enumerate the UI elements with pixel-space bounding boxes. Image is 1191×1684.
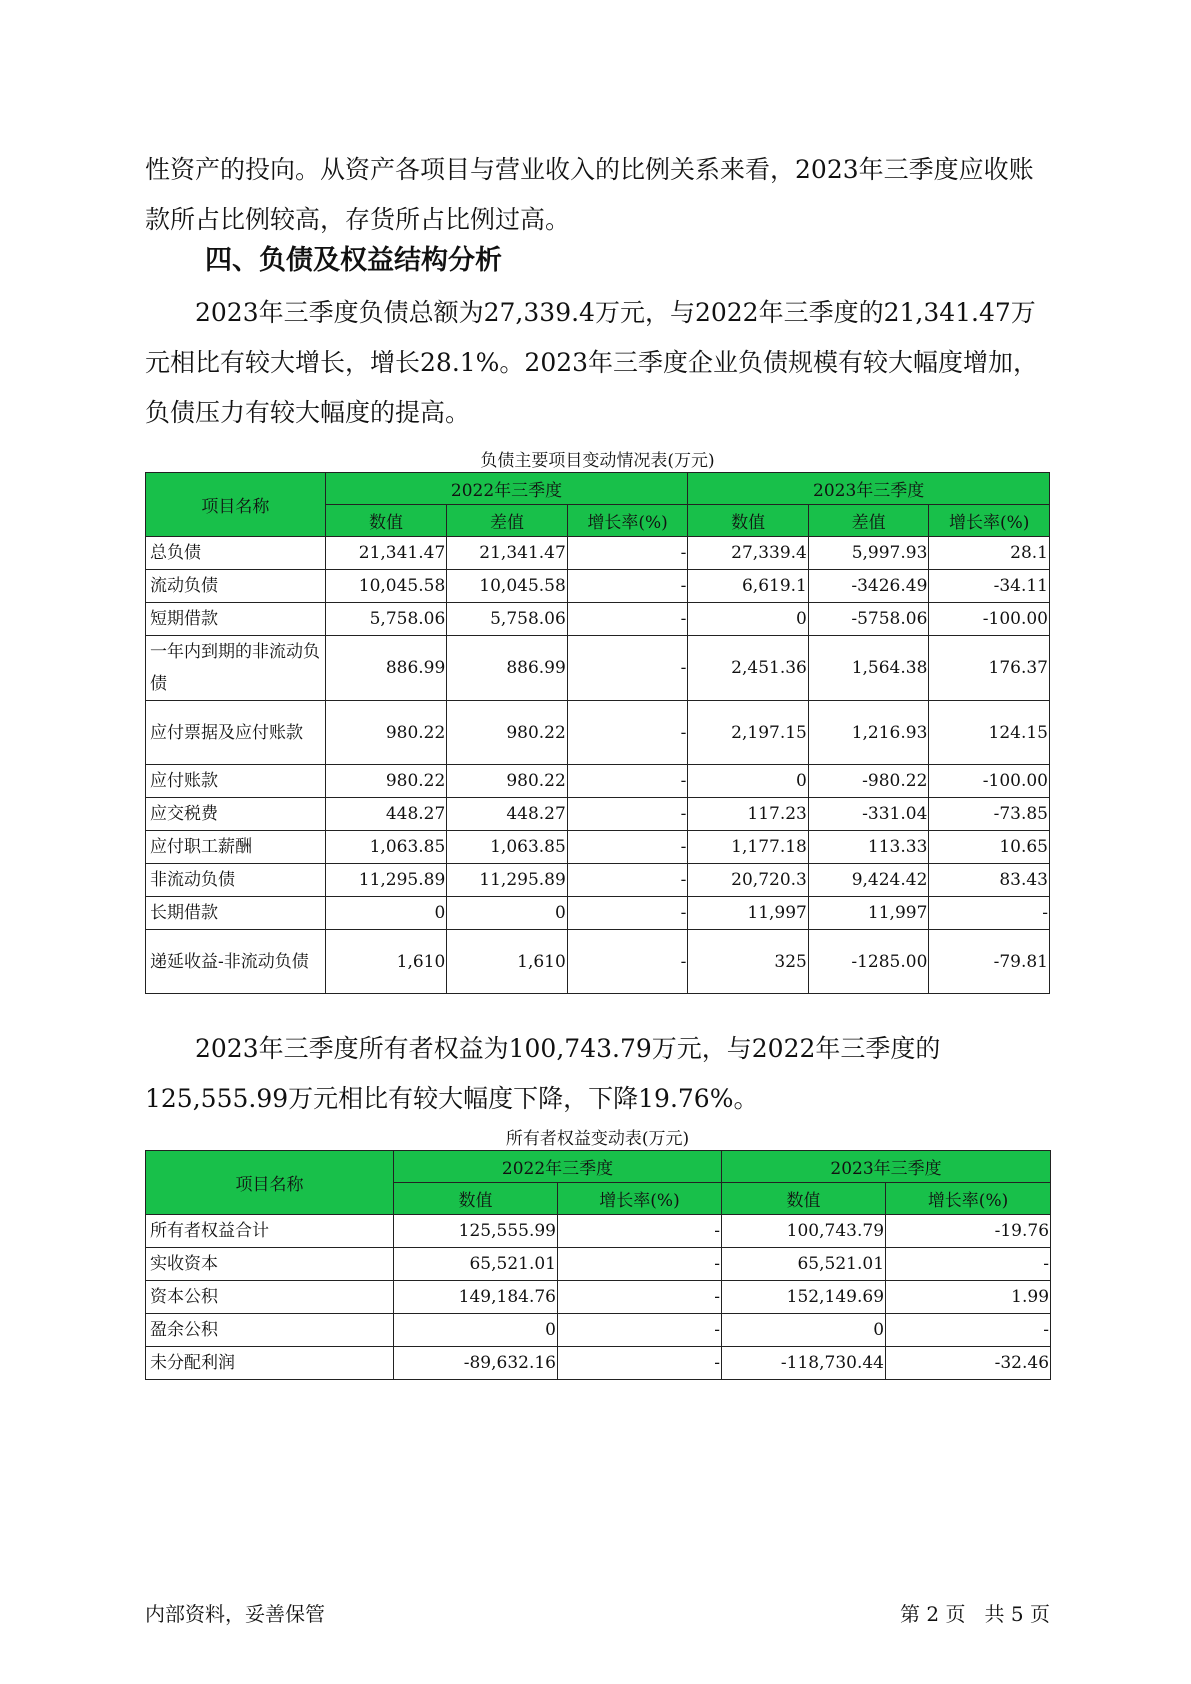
cell-diff: 448.27 [447,798,568,831]
row-label: 一年内到期的非流动负债 [146,636,326,701]
cell-diff: 0 [447,897,568,930]
cell-value: 0 [688,603,809,636]
row-label: 应付票据及应付账款 [146,701,326,765]
cell-diff: 980.22 [447,765,568,798]
cell-rate: - [567,765,688,798]
table-row [146,831,1050,864]
header-value: 数值 [688,505,809,537]
cell-diff: 980.22 [447,701,568,765]
cell-diff: -331.04 [808,798,929,831]
cell-diff: 1,564.38 [808,636,929,701]
section-heading: 四、负债及权益结构分析 [205,245,502,276]
cell-rate: - [558,1215,722,1248]
cell-rate: 1.99 [886,1281,1051,1314]
cell-diff: 11,997 [808,897,929,930]
cell-rate: -73.85 [929,798,1050,831]
cell-value: 5,758.06 [325,603,447,636]
cell-value: 100,743.79 [722,1215,886,1248]
cell-value: 1,063.85 [325,831,447,864]
liability-table [145,472,1050,994]
table-row [146,603,1050,636]
cell-rate: 28.1 [929,537,1050,570]
cell-rate: - [567,831,688,864]
table1-caption: 负债主要项目变动情况表(万元) [480,451,715,471]
cell-rate: - [567,636,688,701]
cell-diff: -1285.00 [808,930,929,994]
cell-diff: 886.99 [447,636,568,701]
cell-value: 27,339.4 [688,537,809,570]
header-period-2023: 2023年三季度 [722,1151,1051,1183]
cell-value: 6,619.1 [688,570,809,603]
header-rate: 增长率(%) [567,505,688,537]
cell-diff: 5,997.93 [808,537,929,570]
table-row [146,798,1050,831]
cell-rate: - [558,1248,722,1281]
row-label: 未分配利润 [146,1347,394,1380]
row-label: 长期借款 [146,897,326,930]
cell-rate: - [558,1314,722,1347]
header-diff: 差值 [808,505,929,537]
table-row [146,537,1050,570]
cell-value: 65,521.01 [394,1248,558,1281]
cell-rate: - [567,864,688,897]
cell-diff: 10,045.58 [447,570,568,603]
intro-paragraph: 性资产的投向。从资产各项目与营业收入的比例关系来看，2023年三季度应收账款所占比例较高，存货所占比例过高。 [145,155,1034,234]
cell-rate: -100.00 [929,603,1050,636]
cell-rate: - [567,537,688,570]
table-row [146,930,1050,994]
cell-value: 448.27 [325,798,447,831]
cell-diff: -980.22 [808,765,929,798]
cell-value: 0 [688,765,809,798]
row-label: 实收资本 [146,1248,394,1281]
row-label: 流动负债 [146,570,326,603]
cell-value: 1,610 [325,930,447,994]
header-rate: 增长率(%) [886,1183,1051,1215]
cell-value: 2,197.15 [688,701,809,765]
table-row [146,570,1050,603]
cell-value: 65,521.01 [722,1248,886,1281]
cell-value: 11,997 [688,897,809,930]
cell-diff: 11,295.89 [447,864,568,897]
cell-diff: 1,610 [447,930,568,994]
cell-rate: 10.65 [929,831,1050,864]
header-item-name: 项目名称 [146,1151,394,1215]
table-row [146,1314,1051,1347]
table-row [146,1347,1051,1380]
header-period-2022: 2022年三季度 [325,473,688,505]
cell-rate: - [567,701,688,765]
header-period-2023: 2023年三季度 [688,473,1050,505]
row-label: 总负债 [146,537,326,570]
footer-page-number: 第 2 页 共 5 页 [900,1602,1050,1626]
cell-rate: 83.43 [929,864,1050,897]
table-row [146,765,1050,798]
cell-rate: - [567,897,688,930]
header-diff: 差值 [447,505,568,537]
table-row [146,1248,1051,1281]
equity-paragraph: 2023年三季度所有者权益为100,743.79万元，与2022年三季度的125,555.99万元相比有较大幅度下降，下降19.76%。 [145,1034,941,1113]
cell-value: 325 [688,930,809,994]
cell-value: 980.22 [325,765,447,798]
liability-paragraph: 2023年三季度负债总额为27,339.4万元，与2022年三季度的21,341.47万元相比有较大增长，增长28.1%。2023年三季度企业负债规模有较大幅度增加，负债压力有较大幅度的提高。 [145,298,1039,427]
cell-value: 0 [325,897,447,930]
cell-value: 1,177.18 [688,831,809,864]
table-row [146,1215,1051,1248]
cell-rate: -100.00 [929,765,1050,798]
cell-value: 152,149.69 [722,1281,886,1314]
cell-rate: - [558,1347,722,1380]
cell-diff: -3426.49 [808,570,929,603]
footer-confidential-note: 内部资料，妥善保管 [145,1602,325,1626]
cell-rate: - [567,570,688,603]
cell-value: 21,341.47 [325,537,447,570]
cell-rate: - [886,1248,1051,1281]
table-row [146,636,1050,701]
row-label: 应付职工薪酬 [146,831,326,864]
row-label: 所有者权益合计 [146,1215,394,1248]
row-label: 资本公积 [146,1281,394,1314]
cell-diff: 21,341.47 [447,537,568,570]
cell-diff: 1,216.93 [808,701,929,765]
cell-value: 2,451.36 [688,636,809,701]
header-rate: 增长率(%) [558,1183,722,1215]
header-value: 数值 [325,505,447,537]
cell-rate: 176.37 [929,636,1050,701]
table-row [146,701,1050,765]
cell-rate: - [558,1281,722,1314]
cell-value: 149,184.76 [394,1281,558,1314]
cell-value: 11,295.89 [325,864,447,897]
row-label: 非流动负债 [146,864,326,897]
cell-rate: - [567,930,688,994]
table-row [146,864,1050,897]
cell-value: -118,730.44 [722,1347,886,1380]
equity-table [145,1150,1051,1380]
table-row [146,897,1050,930]
cell-value: -89,632.16 [394,1347,558,1380]
cell-rate: -34.11 [929,570,1050,603]
cell-value: 0 [722,1314,886,1347]
cell-diff: 5,758.06 [447,603,568,636]
cell-rate: 124.15 [929,701,1050,765]
row-label: 短期借款 [146,603,326,636]
cell-value: 125,555.99 [394,1215,558,1248]
header-period-2022: 2022年三季度 [394,1151,722,1183]
cell-rate: - [567,603,688,636]
cell-diff: 9,424.42 [808,864,929,897]
table2-caption: 所有者权益变动表(万元) [505,1129,690,1149]
table-row [146,1281,1051,1314]
header-item-name: 项目名称 [146,473,326,537]
cell-rate: -19.76 [886,1215,1051,1248]
cell-value: 10,045.58 [325,570,447,603]
cell-rate: - [886,1314,1051,1347]
cell-diff: 1,063.85 [447,831,568,864]
row-label: 递延收益-非流动负债 [146,930,326,994]
cell-value: 980.22 [325,701,447,765]
header-value: 数值 [394,1183,558,1215]
cell-value: 117.23 [688,798,809,831]
cell-value: 20,720.3 [688,864,809,897]
cell-rate: -79.81 [929,930,1050,994]
cell-diff: -5758.06 [808,603,929,636]
header-rate: 增长率(%) [929,505,1050,537]
cell-diff: 113.33 [808,831,929,864]
cell-value: 0 [394,1314,558,1347]
row-label: 应交税费 [146,798,326,831]
cell-rate: - [929,897,1050,930]
cell-rate: -32.46 [886,1347,1051,1380]
row-label: 应付账款 [146,765,326,798]
row-label: 盈余公积 [146,1314,394,1347]
header-value: 数值 [722,1183,886,1215]
cell-rate: - [567,798,688,831]
cell-value: 886.99 [325,636,447,701]
